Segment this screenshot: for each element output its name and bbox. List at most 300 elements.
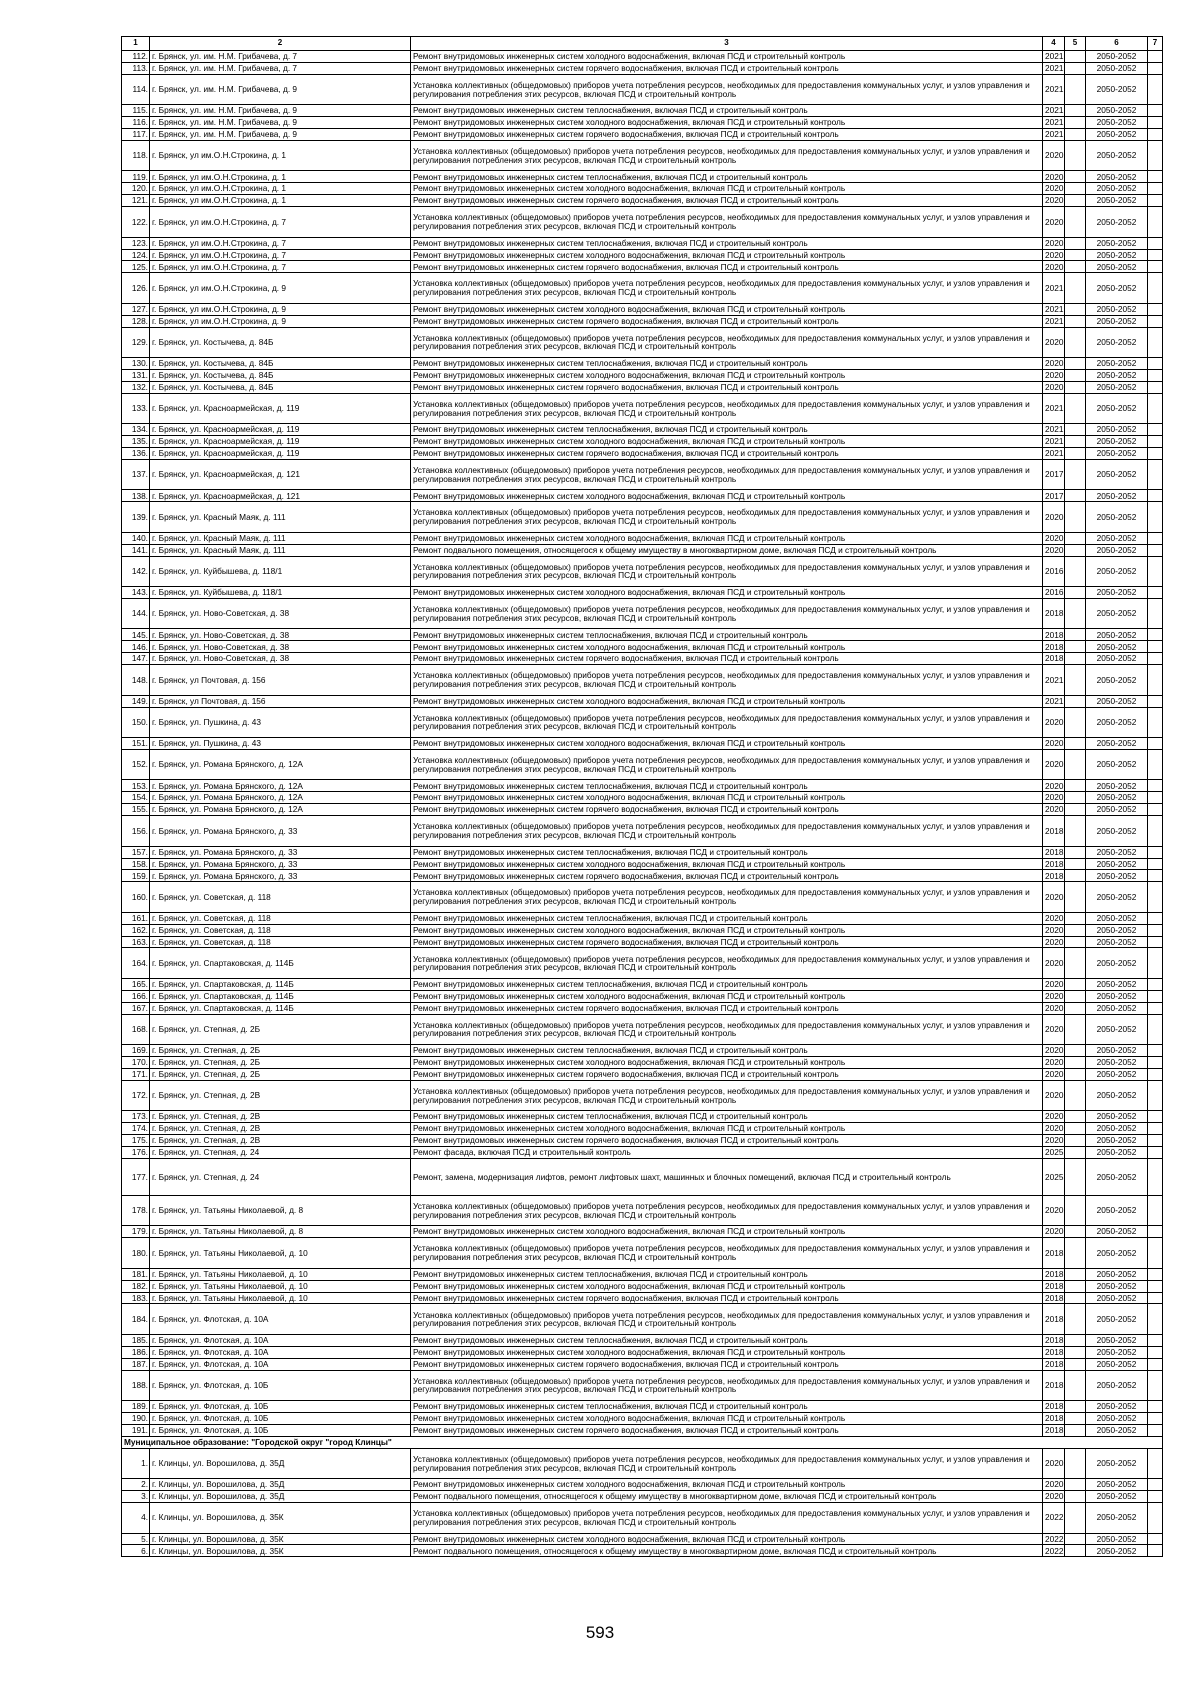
address-cell: г. Брянск, ул. Степная, д. 2В [150,1080,411,1111]
table-row [122,1401,1163,1413]
col7-cell [1148,459,1163,490]
period-cell: 2050-2052 [1086,978,1148,990]
row-number: 121. [122,195,150,207]
period-cell: 2050-2052 [1086,62,1148,74]
col7-cell [1148,846,1163,858]
work-type-cell: Ремонт внутридомовых инженерных систем холодного водоснабжения, включая ПСД и строительный контроль [411,990,1043,1002]
col5-cell [1065,327,1086,358]
table-row [122,105,1163,117]
table-row [122,1123,1163,1135]
col7-cell [1148,804,1163,816]
col7-cell [1148,171,1163,183]
row-number: 161. [122,912,150,924]
col7-cell [1148,1424,1163,1436]
period-cell: 2050-2052 [1086,1533,1148,1545]
col7-cell [1148,424,1163,436]
year-cell: 2018 [1043,598,1065,629]
table-row [122,1280,1163,1292]
year-cell: 2018 [1043,1334,1065,1346]
table-row [122,1533,1163,1545]
table-row [122,749,1163,780]
table-row [122,261,1163,273]
col5-cell [1065,1304,1086,1335]
year-cell: 2020 [1043,327,1065,358]
col5-cell [1065,544,1086,556]
table-row [122,74,1163,105]
col7-cell [1148,1346,1163,1358]
work-type-cell: Ремонт внутридомовых инженерных систем холодного водоснабжения, включая ПСД и строительный контроль [411,303,1043,315]
table-row [122,707,1163,738]
col5-cell [1065,237,1086,249]
row-number: 124. [122,249,150,261]
period-cell: 2050-2052 [1086,74,1148,105]
col5-cell [1065,1533,1086,1545]
period-cell: 2050-2052 [1086,171,1148,183]
col7-cell [1148,707,1163,738]
header-cell-2: 2 [150,37,411,51]
period-cell: 2050-2052 [1086,1226,1148,1238]
col7-cell [1148,858,1163,870]
year-cell: 2022 [1043,1503,1065,1534]
col7-cell [1148,598,1163,629]
table-row [122,273,1163,304]
col5-cell [1065,459,1086,490]
work-type-cell: Ремонт внутридомовых инженерных систем теплоснабжения, включая ПСД и строительный контроль [411,1401,1043,1413]
period-cell: 2050-2052 [1086,1491,1148,1503]
year-cell: 2025 [1043,1158,1065,1195]
year-cell: 2020 [1043,1123,1065,1135]
work-type-cell: Ремонт внутридомовых инженерных систем холодного водоснабжения, включая ПСД и строительный контроль [411,436,1043,448]
row-number: 126. [122,273,150,304]
work-type-cell: Ремонт внутридомовых инженерных систем холодного водоснабжения, включая ПСД и строительный контроль [411,1057,1043,1069]
address-cell: г. Брянск, ул. им. Н.М. Грибачева, д. 9 [150,117,411,129]
period-cell: 2050-2052 [1086,1014,1148,1045]
col5-cell [1065,1503,1086,1534]
period-cell: 2050-2052 [1086,303,1148,315]
year-cell: 2025 [1043,1146,1065,1158]
row-number: 173. [122,1111,150,1123]
period-cell: 2050-2052 [1086,846,1148,858]
row-number: 137. [122,459,150,490]
address-cell: г. Брянск, ул. Флотская, д. 10А [150,1304,411,1335]
row-number: 154. [122,792,150,804]
col7-cell [1148,261,1163,273]
work-type-cell: Ремонт, замена, модернизация лифтов, ремонт лифтовых шахт, машинных и блочных помещений, включая ПСД и строительный контроль [411,1158,1043,1195]
year-cell: 2020 [1043,1479,1065,1491]
address-cell: г. Брянск, ул. Ново-Советская, д. 38 [150,653,411,665]
table-row [122,695,1163,707]
address-cell: г. Брянск, ул. Красный Маяк, д. 111 [150,502,411,533]
address-cell: г. Клинцы, ул. Ворошилова, д. 35Д [150,1448,411,1479]
address-cell: г. Брянск, ул им.О.Н.Строкина, д. 1 [150,183,411,195]
work-type-cell: Ремонт внутридомовых инженерных систем холодного водоснабжения, включая ПСД и строительный контроль [411,792,1043,804]
table-row [122,171,1163,183]
col5-cell [1065,858,1086,870]
year-cell: 2021 [1043,424,1065,436]
period-cell: 2050-2052 [1086,912,1148,924]
work-type-cell: Установка коллективных (общедомовых) приборов учета потребления ресурсов, необходимых для предоставления коммунальных услуг, и узлов управления и регулирования потребления этих ресурсов, включая ПСД и строительный контроль [411,1304,1043,1335]
period-cell: 2050-2052 [1086,1195,1148,1226]
year-cell: 2022 [1043,1533,1065,1545]
address-cell: г. Брянск, ул Почтовая, д. 156 [150,695,411,707]
period-cell: 2050-2052 [1086,738,1148,750]
row-number: 175. [122,1135,150,1147]
year-cell: 2021 [1043,695,1065,707]
period-cell: 2050-2052 [1086,393,1148,424]
table-row [122,544,1163,556]
col7-cell [1148,1057,1163,1069]
table-row [122,882,1163,913]
col5-cell [1065,1448,1086,1479]
row-number: 4. [122,1503,150,1534]
table-row [122,804,1163,816]
year-cell: 2020 [1043,1057,1065,1069]
period-cell: 2050-2052 [1086,749,1148,780]
table-row [122,369,1163,381]
col7-cell [1148,1146,1163,1158]
row-number: 150. [122,707,150,738]
col7-cell [1148,74,1163,105]
row-number: 147. [122,653,150,665]
work-type-cell: Ремонт внутридомовых инженерных систем горячего водоснабжения, включая ПСД и строительный контроль [411,1358,1043,1370]
col7-cell [1148,532,1163,544]
table-row [122,1057,1163,1069]
address-cell: г. Брянск, ул. Костычева, д. 84Б [150,381,411,393]
period-cell: 2050-2052 [1086,1424,1148,1436]
address-cell: г. Брянск, ул. Ново-Советская, д. 38 [150,629,411,641]
table-row [122,129,1163,141]
address-cell: г. Брянск, ул им.О.Н.Строкина, д. 7 [150,249,411,261]
year-cell: 2020 [1043,1226,1065,1238]
row-number: 149. [122,695,150,707]
period-cell: 2050-2052 [1086,448,1148,460]
col5-cell [1065,502,1086,533]
row-number: 122. [122,207,150,238]
col5-cell [1065,804,1086,816]
col7-cell [1148,948,1163,979]
table-row [122,532,1163,544]
row-number: 123. [122,237,150,249]
table-row [122,1146,1163,1158]
work-type-cell: Ремонт внутридомовых инженерных систем горячего водоснабжения, включая ПСД и строительный контроль [411,195,1043,207]
year-cell: 2018 [1043,1346,1065,1358]
table-row [122,846,1163,858]
work-type-cell: Ремонт внутридомовых инженерных систем холодного водоснабжения, включая ПСД и строительный контроль [411,1226,1043,1238]
col5-cell [1065,1238,1086,1269]
year-cell: 2020 [1043,749,1065,780]
col5-cell [1065,195,1086,207]
col7-cell [1148,990,1163,1002]
col5-cell [1065,738,1086,750]
year-cell: 2018 [1043,870,1065,882]
row-number: 178. [122,1195,150,1226]
table-row [122,587,1163,599]
address-cell: г. Брянск, ул им.О.Н.Строкина, д. 7 [150,261,411,273]
year-cell: 2021 [1043,129,1065,141]
table-row [122,641,1163,653]
year-cell: 2020 [1043,804,1065,816]
work-type-cell: Установка коллективных (общедомовых) приборов учета потребления ресурсов, необходимых для предоставления коммунальных услуг, и узлов управления и регулирования потребления этих ресурсов, включая ПСД и строительный контроль [411,393,1043,424]
year-cell: 2017 [1043,490,1065,502]
col7-cell [1148,1401,1163,1413]
col5-cell [1065,1226,1086,1238]
address-cell: г. Брянск, ул. Романа Брянского, д. 33 [150,870,411,882]
work-type-cell: Установка коллективных (общедомовых) приборов учета потребления ресурсов, необходимых для предоставления коммунальных услуг, и узлов управления и регулирования потребления этих ресурсов, включая ПСД и строительный контроль [411,1080,1043,1111]
period-cell: 2050-2052 [1086,436,1148,448]
address-cell: г. Брянск, ул им.О.Н.Строкина, д. 9 [150,315,411,327]
table-row [122,858,1163,870]
col5-cell [1065,1280,1086,1292]
table-row [122,183,1163,195]
period-cell: 2050-2052 [1086,641,1148,653]
col7-cell [1148,1533,1163,1545]
col5-cell [1065,1080,1086,1111]
work-type-cell: Ремонт подвального помещения, относящегося к общему имуществу в многоквартирном доме, включая ПСД и строительный контроль [411,1491,1043,1503]
table-row [122,1268,1163,1280]
col5-cell [1065,749,1086,780]
col5-cell [1065,1370,1086,1401]
col7-cell [1148,641,1163,653]
col5-cell [1065,140,1086,171]
row-number: 118. [122,140,150,171]
period-cell: 2050-2052 [1086,105,1148,117]
table-row [122,948,1163,979]
work-type-cell: Ремонт внутридомовых инженерных систем теплоснабжения, включая ПСД и строительный контроль [411,629,1043,641]
col7-cell [1148,358,1163,370]
address-cell: г. Брянск, ул. Степная, д. 2В [150,1111,411,1123]
period-cell: 2050-2052 [1086,1080,1148,1111]
year-cell: 2020 [1043,183,1065,195]
row-number: 191. [122,1424,150,1436]
col5-cell [1065,1014,1086,1045]
year-cell: 2020 [1043,912,1065,924]
work-type-cell: Установка коллективных (общедомовых) приборов учета потребления ресурсов, необходимых для предоставления коммунальных услуг, и узлов управления и регулирования потребления этих ресурсов, включая ПСД и строительный контроль [411,207,1043,238]
year-cell: 2020 [1043,1111,1065,1123]
col7-cell [1148,738,1163,750]
work-type-cell: Установка коллективных (общедомовых) приборов учета потребления ресурсов, необходимых для предоставления коммунальных услуг, и узлов управления и регулирования потребления этих ресурсов, включая ПСД и строительный контроль [411,556,1043,587]
row-number: 134. [122,424,150,436]
row-number: 156. [122,816,150,847]
year-cell: 2020 [1043,195,1065,207]
address-cell: г. Брянск, ул им.О.Н.Строкина, д. 1 [150,140,411,171]
header-cell-1: 1 [122,37,150,51]
col5-cell [1065,978,1086,990]
col7-cell [1148,1123,1163,1135]
work-type-cell: Установка коллективных (общедомовых) приборов учета потребления ресурсов, необходимых для предоставления коммунальных услуг, и узлов управления и регулирования потребления этих ресурсов, включая ПСД и строительный контроль [411,74,1043,105]
row-number: 116. [122,117,150,129]
address-cell: г. Брянск, ул. им. Н.М. Грибачева, д. 9 [150,105,411,117]
year-cell: 2018 [1043,1401,1065,1413]
work-type-cell: Установка коллективных (общедомовых) приборов учета потребления ресурсов, необходимых для предоставления коммунальных услуг, и узлов управления и регулирования потребления этих ресурсов, включая ПСД и строительный контроль [411,749,1043,780]
col7-cell [1148,556,1163,587]
col5-cell [1065,1123,1086,1135]
col7-cell [1148,1280,1163,1292]
row-number: 183. [122,1292,150,1304]
row-number: 132. [122,381,150,393]
col5-cell [1065,1346,1086,1358]
year-cell: 2018 [1043,858,1065,870]
table-row [122,1358,1163,1370]
address-cell: г. Клинцы, ул. Ворошилова, д. 35К [150,1533,411,1545]
year-cell: 2016 [1043,587,1065,599]
row-number: 171. [122,1068,150,1080]
table-row [122,436,1163,448]
col5-cell [1065,261,1086,273]
period-cell: 2050-2052 [1086,804,1148,816]
period-cell: 2050-2052 [1086,882,1148,913]
period-cell: 2050-2052 [1086,1503,1148,1534]
section-row [122,1436,1163,1448]
year-cell: 2018 [1043,1292,1065,1304]
year-cell: 2018 [1043,653,1065,665]
period-cell: 2050-2052 [1086,1111,1148,1123]
row-number: 162. [122,924,150,936]
row-number: 146. [122,641,150,653]
col7-cell [1148,502,1163,533]
period-cell: 2050-2052 [1086,369,1148,381]
row-number: 145. [122,629,150,641]
address-cell: г. Брянск, ул. Флотская, д. 10Б [150,1424,411,1436]
period-cell: 2050-2052 [1086,948,1148,979]
period-cell: 2050-2052 [1086,1370,1148,1401]
row-number: 169. [122,1045,150,1057]
period-cell: 2050-2052 [1086,1238,1148,1269]
year-cell: 2020 [1043,358,1065,370]
year-cell: 2020 [1043,261,1065,273]
row-number: 164. [122,948,150,979]
address-cell: г. Брянск, ул. им. Н.М. Грибачева, д. 7 [150,62,411,74]
table-row [122,327,1163,358]
row-number: 179. [122,1226,150,1238]
address-cell: г. Брянск, ул. Татьяны Николаевой, д. 10 [150,1280,411,1292]
table-row [122,1448,1163,1479]
year-cell: 2017 [1043,459,1065,490]
address-cell: г. Брянск, ул. им. Н.М. Грибачева, д. 9 [150,74,411,105]
address-cell: г. Брянск, ул. Ново-Советская, д. 38 [150,641,411,653]
year-cell: 2018 [1043,846,1065,858]
table-row [122,1479,1163,1491]
col5-cell [1065,936,1086,948]
row-number: 151. [122,738,150,750]
period-cell: 2050-2052 [1086,51,1148,63]
row-number: 1. [122,1448,150,1479]
work-type-cell: Установка коллективных (общедомовых) приборов учета потребления ресурсов, необходимых для предоставления коммунальных услуг, и узлов управления и регулирования потребления этих ресурсов, включая ПСД и строительный контроль [411,882,1043,913]
col7-cell [1148,1292,1163,1304]
work-type-cell: Ремонт внутридомовых инженерных систем теплоснабжения, включая ПСД и строительный контроль [411,1045,1043,1057]
row-number: 187. [122,1358,150,1370]
col7-cell [1148,62,1163,74]
row-number: 166. [122,990,150,1002]
period-cell: 2050-2052 [1086,532,1148,544]
year-cell: 2020 [1043,990,1065,1002]
col5-cell [1065,117,1086,129]
work-type-cell: Ремонт подвального помещения, относящегося к общему имуществу в многоквартирном доме, включая ПСД и строительный контроль [411,544,1043,556]
col5-cell [1065,273,1086,304]
col7-cell [1148,1045,1163,1057]
col5-cell [1065,1068,1086,1080]
col7-cell [1148,273,1163,304]
work-type-cell: Ремонт внутридомовых инженерных систем горячего водоснабжения, включая ПСД и строительный контроль [411,62,1043,74]
address-cell: г. Брянск, ул. им. Н.М. Грибачева, д. 7 [150,51,411,63]
col5-cell [1065,912,1086,924]
period-cell: 2050-2052 [1086,195,1148,207]
address-cell: г. Брянск, ул им.О.Н.Строкина, д. 9 [150,303,411,315]
col7-cell [1148,303,1163,315]
address-cell: г. Клинцы, ул. Ворошилова, д. 35К [150,1503,411,1534]
year-cell: 2020 [1043,1080,1065,1111]
period-cell: 2050-2052 [1086,858,1148,870]
col7-cell [1148,792,1163,804]
col5-cell [1065,846,1086,858]
col7-cell [1148,882,1163,913]
period-cell: 2050-2052 [1086,1057,1148,1069]
col7-cell [1148,490,1163,502]
address-cell: г. Брянск, ул. Красноармейская, д. 119 [150,436,411,448]
work-type-cell: Ремонт внутридомовых инженерных систем горячего водоснабжения, включая ПСД и строительный контроль [411,1135,1043,1147]
work-type-cell: Ремонт внутридомовых инженерных систем холодного водоснабжения, включая ПСД и строительный контроль [411,369,1043,381]
col5-cell [1065,381,1086,393]
address-cell: г. Брянск, ул. Степная, д. 2В [150,1123,411,1135]
col7-cell [1148,393,1163,424]
row-number: 152. [122,749,150,780]
year-cell: 2020 [1043,532,1065,544]
row-number: 141. [122,544,150,556]
col5-cell [1065,665,1086,696]
period-cell: 2050-2052 [1086,261,1148,273]
work-type-cell: Установка коллективных (общедомовых) приборов учета потребления ресурсов, необходимых для предоставления коммунальных услуг, и узлов управления и регулирования потребления этих ресурсов, включая ПСД и строительный контроль [411,1370,1043,1401]
work-type-cell: Ремонт внутридомовых инженерных систем холодного водоснабжения, включая ПСД и строительный контроль [411,1412,1043,1424]
address-cell: г. Клинцы, ул. Ворошилова, д. 35Д [150,1479,411,1491]
period-cell: 2050-2052 [1086,1135,1148,1147]
year-cell: 2021 [1043,105,1065,117]
year-cell: 2021 [1043,117,1065,129]
table-row [122,448,1163,460]
period-cell: 2050-2052 [1086,1292,1148,1304]
work-type-cell: Ремонт фасада, включая ПСД и строительный контроль [411,1146,1043,1158]
address-cell: г. Брянск, ул. Красноармейская, д. 119 [150,393,411,424]
table-row [122,1304,1163,1335]
work-type-cell: Ремонт внутридомовых инженерных систем холодного водоснабжения, включая ПСД и строительный контроль [411,249,1043,261]
col5-cell [1065,1057,1086,1069]
col5-cell [1065,816,1086,847]
year-cell: 2020 [1043,140,1065,171]
address-cell: г. Брянск, ул. Степная, д. 24 [150,1158,411,1195]
table-row [122,1412,1163,1424]
period-cell: 2050-2052 [1086,237,1148,249]
table-row [122,1158,1163,1195]
year-cell: 2020 [1043,1195,1065,1226]
year-cell: 2018 [1043,629,1065,641]
address-cell: г. Брянск, ул. Красноармейская, д. 119 [150,448,411,460]
address-cell: г. Брянск, ул. Советская, д. 118 [150,936,411,948]
row-number: 5. [122,1533,150,1545]
work-type-cell: Установка коллективных (общедомовых) приборов учета потребления ресурсов, необходимых для предоставления коммунальных услуг, и узлов управления и регулирования потребления этих ресурсов, включая ПСД и строительный контроль [411,665,1043,696]
col7-cell [1148,936,1163,948]
col7-cell [1148,1238,1163,1269]
col7-cell [1148,1491,1163,1503]
period-cell: 2050-2052 [1086,1545,1148,1557]
period-cell: 2050-2052 [1086,1412,1148,1424]
period-cell: 2050-2052 [1086,1334,1148,1346]
year-cell: 2021 [1043,665,1065,696]
table-row [122,1503,1163,1534]
table-row [122,459,1163,490]
row-number: 143. [122,587,150,599]
period-cell: 2050-2052 [1086,695,1148,707]
table-row [122,792,1163,804]
row-number: 133. [122,393,150,424]
row-number: 158. [122,858,150,870]
